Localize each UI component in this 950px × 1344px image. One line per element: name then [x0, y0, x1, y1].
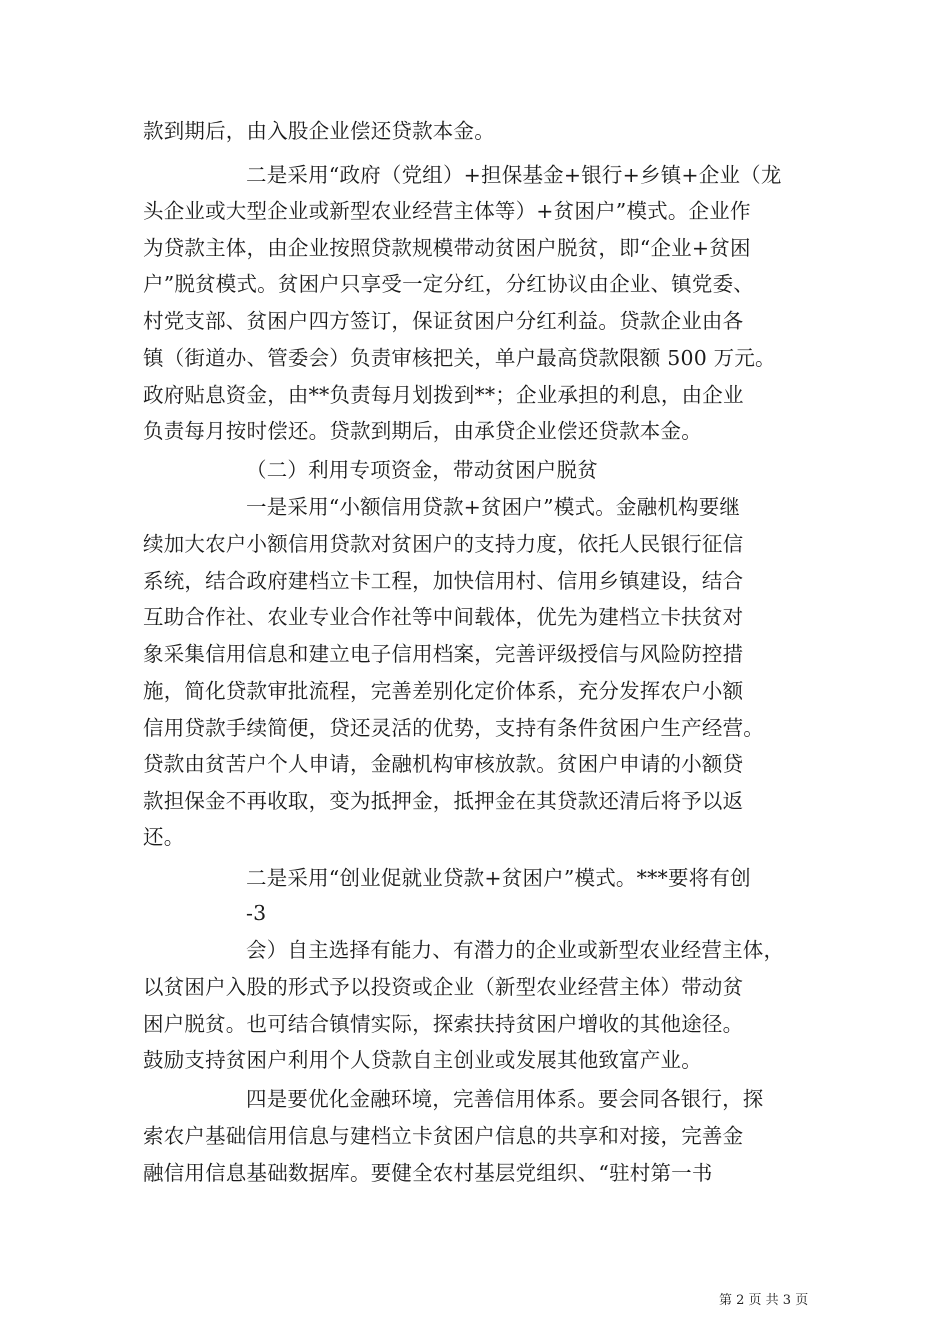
text-line: 鼓励支持贫困户利用个人贷款自主创业或发展其他致富产业。 [143, 1048, 702, 1072]
text-line: 贷款由贫苦户个人申请，金融机构审核放款。贫困户申请的小额贷 [143, 752, 744, 776]
text-line: 款到期后，由入股企业偿还贷款本金。 [143, 119, 495, 143]
text-line: 政府贴息资金，由**负责每月划拨到**；企业承担的利息，由企业 [143, 383, 744, 407]
text-line: 镇（街道办、管委会）负责审核把关，单户最高贷款限额 500 万元。 [143, 346, 776, 370]
text-line: 融信用信息基础数据库。要健全农村基层党组织、“驻村第一书 [143, 1161, 713, 1185]
text-line: 续加大农户小额信用贷款对贫困户的支持力度，依托人民银行征信 [143, 532, 744, 556]
text-line: 还。 [143, 825, 185, 849]
text-line: 系统，结合政府建档立卡工程，加快信用村、信用乡镇建设，结合 [143, 569, 744, 593]
text-line: -3 [246, 901, 267, 925]
text-line: 户”脱贫模式。贫困户只享受一定分红，分红协议由企业、镇党委、 [143, 272, 754, 296]
text-line: 一是采用“小额信用贷款+贫困户”模式。金融机构要继 [246, 495, 741, 519]
text-line: 二是采用“创业促就业贷款+贫困户”模式。***要将有创 [246, 866, 751, 890]
text-line: 以贫困户入股的形式予以投资或企业（新型农业经营主体）带动贫 [143, 975, 744, 999]
text-line: 为贷款主体，由企业按照贷款规模带动贫困户脱贫，即“企业+贫困 [143, 236, 751, 260]
text-line: 负责每月按时偿还。贷款到期后，由承贷企业偿还贷款本金。 [143, 419, 702, 443]
text-line: 二是采用“政府（党组）+担保基金+银行+乡镇+企业（龙 [246, 163, 782, 187]
text-line: 款担保金不再收取，变为抵押金，抵押金在其贷款还清后将予以返 [143, 789, 744, 813]
text-line: 互助合作社、农业专业合作社等中间载体，优先为建档立卡扶贫对 [143, 605, 744, 629]
text-line: 信用贷款手续简便，贷还灵活的优势，支持有条件贫困户生产经营。 [143, 716, 764, 740]
text-line: 四是要优化金融环境，完善信用体系。要会同各银行，探 [246, 1087, 764, 1111]
text-line: 困户脱贫。也可结合镇情实际，探索扶持贫困户增收的其他途径。 [143, 1012, 744, 1036]
text-line: 索农户基础信用信息与建档立卡贫困户信息的共享和对接，完善金 [143, 1124, 744, 1148]
text-line: 村党支部、贫困户四方签订，保证贫困户分红利益。贷款企业由各 [143, 309, 744, 333]
text-line: 会）自主选择有能力、有潜力的企业或新型农业经营主体， [246, 938, 785, 962]
text-line: 施，简化贷款审批流程，完善差别化定价体系，充分发挥农户小额 [143, 679, 744, 703]
text-line: 象采集信用信息和建立电子信用档案，完善评级授信与风险防控措 [143, 642, 744, 666]
page-number-footer: 第 2 页 共 3 页 [719, 1293, 809, 1308]
section-heading: （二）利用专项资金，带动贫困户脱贫 [246, 458, 598, 482]
text-line: 头企业或大型企业或新型农业经营主体等）+贫困户”模式。企业作 [143, 199, 751, 223]
